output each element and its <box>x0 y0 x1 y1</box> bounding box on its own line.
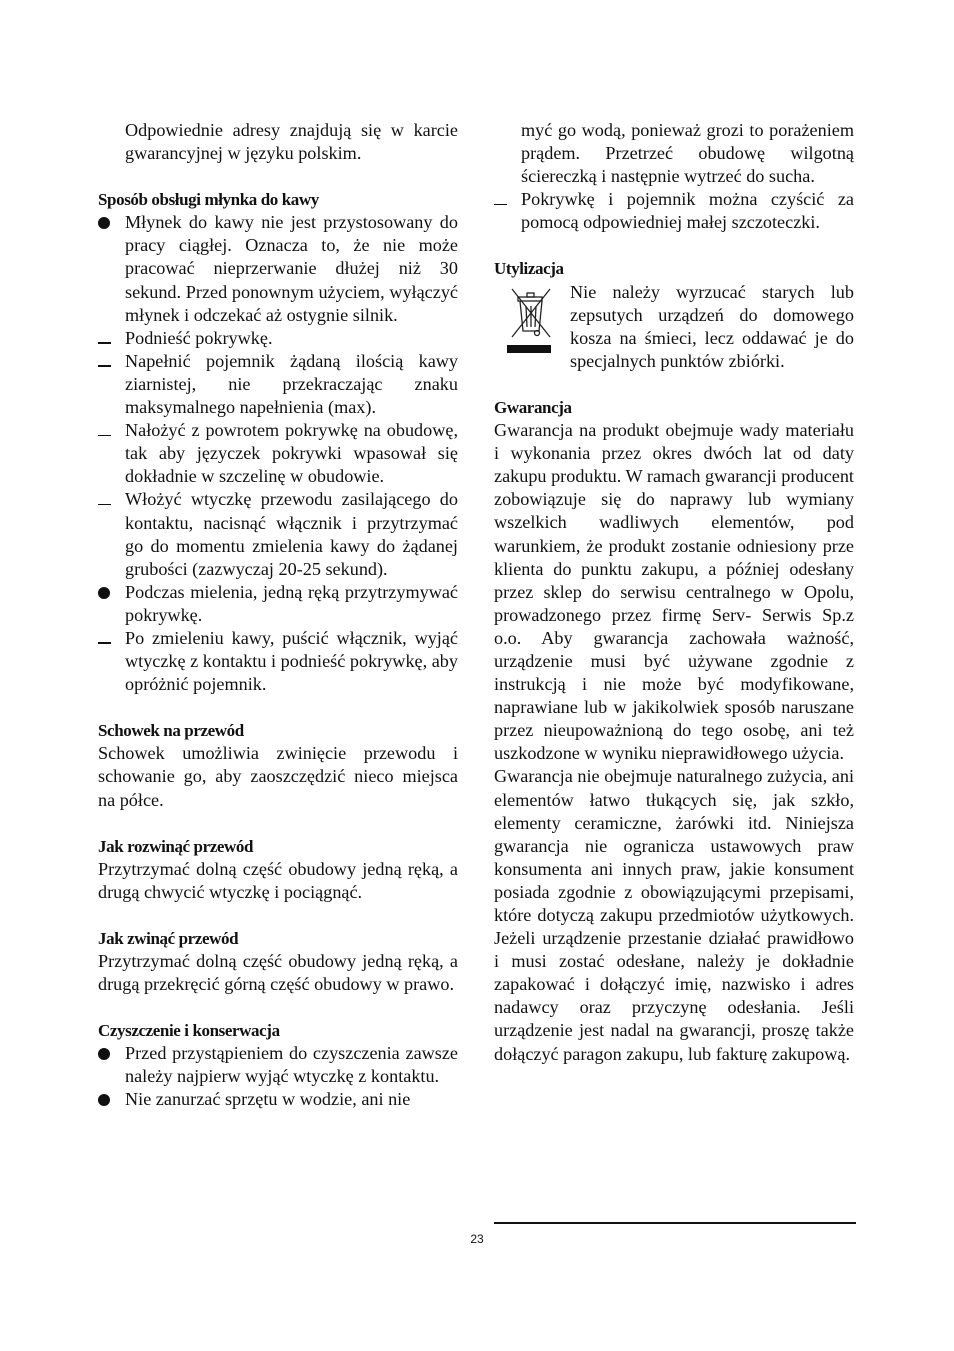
list-item <box>98 327 458 350</box>
dash-marker <box>98 350 125 373</box>
unwind-text: Przytrzymać dolną część obudowy jedną ręką, a drugą chwycić wtyczkę i pociągnąć. <box>98 858 458 902</box>
dash-marker <box>98 419 125 442</box>
dash-marker <box>494 188 521 211</box>
warranty-paragraph-2: Gwarancja nie obejmuje naturalnego zużycia, ani elementów łatwo tłukących się, jak szkło, elementy ceramiczne, żarówki itd. Niniejsza gwarancja nie ogranicza ustawowych praw konsumenta ani innych praw, jakie konsument posiada zgodnie z obowiązującymi przepisami, które dotyczą zakupu przedmiotów użytkowych. Jeżeli urządzenie przestanie działać prawidłowo i musi zostać odesłane, należy je dokładnie zapakować i dołączyć imię, nazwisko i adres nadawcy oraz przyczynę odesłania. Jeśli urządzenie jest nadal na gwarancji, proszę także dołączyć paragon zakupu, lub fakturę zakupową. <box>494 766 854 1064</box>
bullet-marker <box>98 211 125 235</box>
bullet-marker <box>98 1042 125 1066</box>
list-item-text: Przed przystąpieniem do czyszczenia zawsze należy najpierw wyjąć wtyczkę z kontaktu. <box>125 1043 458 1087</box>
wind-text: Przytrzymać dolną część obudowy jedną ręką, a drugą przekręcić górną część obudowy w prawo. <box>98 951 458 995</box>
list-item-text: Włożyć wtyczkę przewodu zasilającego do kontaktu, nacisnąć włącznik i przytrzymać go do momentu zmielenia kawy do żądanej grubości (zazwyczaj 20-25 sekund). <box>125 489 458 579</box>
list-item-text: Nałożyć z powrotem pokrywkę na obudowę, tak aby języczek pokrywki wpasował się dokładnie w szczelinę w obudowie. <box>125 420 458 487</box>
list-item-text: Nie zanurzać sprzętu w wodzie, ani nie <box>125 1089 411 1110</box>
list-item <box>98 627 458 696</box>
left-column <box>98 119 458 1112</box>
list-item-text: Podczas mielenia, jedną ręką przytrzymywać pokrywkę. <box>125 581 458 625</box>
warranty-heading: Gwarancja <box>494 397 572 417</box>
wind-heading: Jak zwinąć przewód <box>98 928 239 948</box>
intro-paragraph: Odpowiednie adresy znajdują się w karcie gwarancyjnej w języku polskim. <box>125 120 458 164</box>
cord-storage-text: Schowek umożliwia zwinięcie przewodu i schowanie go, aby zaoszczędzić nieco miejsca na półce. <box>98 743 458 810</box>
brush-item-text: Pokrywkę i pojemnik można czyścić za pomocą odpowiedniej małej szczoteczki. <box>521 189 854 233</box>
page-number: 23 <box>470 1232 484 1246</box>
cleaning-continued-text: myć go wodą, ponieważ grozi to porażeniem prądem. Przetrzeć obudowę wilgotną ściereczką i następnie wytrzeć do sucha. <box>521 120 854 187</box>
dash-marker <box>98 488 125 511</box>
list-item <box>98 350 458 419</box>
bullet-marker <box>98 1088 125 1112</box>
cleaning-heading: Czyszczenie i konserwacja <box>98 1021 280 1041</box>
list-item <box>98 211 458 326</box>
list-item <box>494 188 854 234</box>
disposal-section <box>494 281 854 373</box>
unwind-heading: Jak rozwinąć przewód <box>98 836 254 856</box>
crossed-out-wheelie-bin-icon <box>494 281 570 373</box>
list-item <box>98 1042 458 1088</box>
cord-storage-heading: Schowek na przewód <box>98 721 244 741</box>
dash-marker <box>98 327 125 350</box>
list-item-text: Napełnić pojemnik żądaną ilością kawy ziarnistej, nie przekraczając znaku maksymalnego napełnienia (max). <box>125 350 458 418</box>
bullet-marker <box>98 581 125 605</box>
usage-heading: Sposób obsługi młynka do kawy <box>98 190 319 210</box>
list-item <box>98 419 458 488</box>
list-item-text: Młynek do kawy nie jest przystosowany do pracy ciągłej. Oznacza to, że nie może pracować nieprzerwanie dłużej niż 30 sekund. Przed ponownym użyciem, wyłączyć młynek i odczekać aż ostygnie silnik. <box>125 212 458 325</box>
usage-list <box>98 211 458 696</box>
dash-marker <box>98 627 125 650</box>
list-item <box>98 581 458 627</box>
footer-rule <box>494 1222 856 1224</box>
disposal-text: Nie należy wyrzucać starych lub zepsutych urządzeń do domowego kosza na śmieci, lecz oddawać je do specjalnych punktów zbiórki. <box>570 281 854 371</box>
list-item-text: Podnieść pokrywkę. <box>125 327 273 348</box>
disposal-heading: Utylizacja <box>494 259 564 279</box>
warranty-paragraph-1: Gwarancja na produkt obejmuje wady materiału i wykonania przez okres dwóch lat od daty zakupu produktu. W ramach gwarancji producent zobowiązuje się do naprawy lub wymiany wszelkich wadliwych elementów, pod warunkiem, że produkt zostanie odniesiony prze klienta do punktu zakupu, a później odesłany przez sklep do serwisu centralnego w Opolu, prowadzonego przez firmę Serv- Serwis Sp.z o.o. Aby gwarancja zachowała ważność, urządzenie musi być używane zgodnie z instrukcją i nie może być modyfikowane, naprawiane lub w jakikolwiek sposób naruszane przez nieupoważnioną do tego osobę, ani też uszkodzone w wyniku nieprawidłowego użycia. <box>494 420 854 764</box>
right-column <box>494 119 854 1066</box>
list-item-text: Po zmieleniu kawy, puścić włącznik, wyjąć wtyczkę z kontaktu i podnieść pokrywkę, aby opróżnić pojemnik. <box>125 627 458 695</box>
list-item <box>98 1088 458 1111</box>
list-item <box>98 488 458 580</box>
cleaning-list <box>98 1042 458 1111</box>
